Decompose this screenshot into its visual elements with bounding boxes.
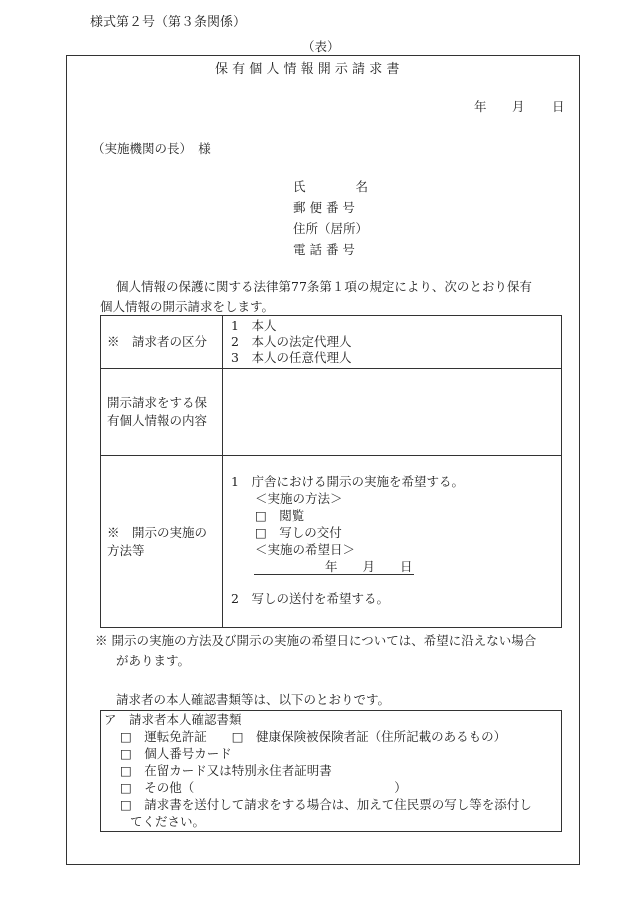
intro-line-2: 個人情報の開示請求をします。 [100,299,275,314]
note-line-1: ※ 開示の実施の方法及び開示の実施の希望日については、希望に沿えない場合 [95,633,537,648]
form-number: 様式第２号（第３条関係） [90,15,247,30]
info-content-label-1: 開示請求をする保 [107,395,208,410]
form-title: 保 有 個 人 情 報 開 示 請 求 書 [215,62,400,77]
option-onsite-disclosure[interactable]: 1 庁舎における開示の実施を希望する。 [231,474,464,489]
checkbox-inspection[interactable]: □ 閲覧 [255,508,305,523]
field-address: 住所（居所） [293,221,369,236]
id-my-number-card[interactable]: □ 個人番号カード [120,746,232,761]
requester-category-label: ※ 請求者の区分 [107,334,208,349]
date-day: 日 [552,99,565,114]
request-table [100,315,562,628]
option-voluntary-representative[interactable]: 3 本人の任意代理人 [231,350,352,365]
id-intro: 請求者の本人確認書類等は、以下のとおりです。 [116,692,391,707]
checkbox-copy-delivery[interactable]: □ 写しの交付 [255,525,342,540]
row-disclosure-method [101,456,562,628]
id-other[interactable]: □ その他（ ） [120,780,407,795]
row-info-content [101,369,562,456]
id-mail-request[interactable]: □ 請求書を送付して請求をする場合は、加えて住民票の写し等を添付し [120,797,532,812]
date-month: 月 [512,99,525,114]
disclosure-method-label-1: ※ 開示の実施の [107,524,208,540]
face-label: （表） [302,39,340,54]
option-legal-representative[interactable]: 2 本人の法定代理人 [231,334,352,349]
row-requester-category [101,316,562,369]
field-postal-code: 郵 便 番 号 [293,200,355,215]
requester-category-options [223,316,561,366]
desired-date-heading: ＜実施の希望日＞ [255,542,356,557]
field-name: 氏 名 [293,179,369,194]
id-residence-card[interactable]: □ 在留カード又は特別永住者証明書 [120,763,332,778]
field-phone: 電 話 番 号 [293,242,355,257]
info-content-label-2: 有個人情報の内容 [107,413,208,428]
date-year: 年 [474,99,487,114]
disclosure-method-label-2: 方法等 [107,542,145,558]
disclosure-method-options [231,473,464,607]
desired-date-fields[interactable]: 年 月 日 [325,559,413,574]
id-mail-request-cont: てください。 [130,814,206,829]
info-content-field[interactable] [223,369,562,456]
desired-date-underline [254,573,414,575]
id-license-insurance[interactable]: □ 運転免許証 □ 健康保険被保険者証（住所記載のあるもの） [120,729,507,744]
id-heading: ア 請求者本人確認書類 [104,712,242,727]
note-line-2: があります。 [116,653,191,668]
intro-line-1: 個人情報の保護に関する法律第77条第１項の規定により、次のとおり保有 [116,279,532,294]
method-heading: ＜実施の方法＞ [255,491,343,506]
option-self[interactable]: 1 本人 [231,318,277,333]
addressee: （実施機関の長） 様 [92,141,211,156]
option-mail-copy[interactable]: 2 写しの送付を希望する。 [231,591,389,606]
